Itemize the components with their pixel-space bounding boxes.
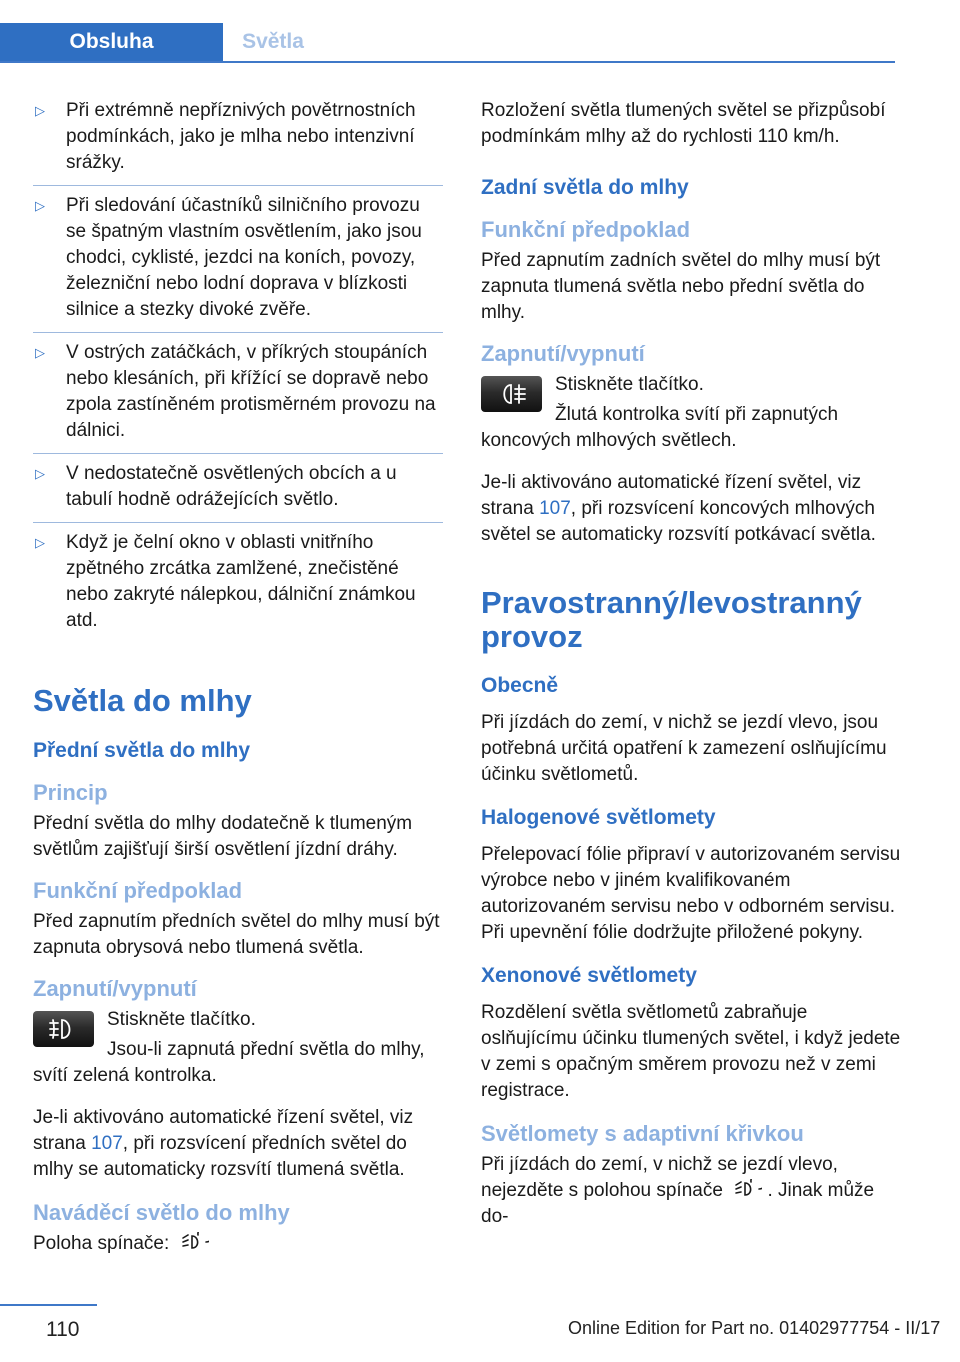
paragraph-predpoklad: Před zapnutím předních světel do mlhy musí být zapnuta obrysová nebo tlumená světla. <box>33 911 440 958</box>
page-number: 110 <box>46 1318 80 1341</box>
fog-switch-position-icon <box>175 1232 209 1252</box>
page-link-107[interactable]: 107 <box>91 1133 123 1154</box>
paragraph-poloha: Poloha spínače: <box>33 1231 443 1257</box>
button-instruction-rear <box>481 372 901 454</box>
paragraph-obecne: Při jízdách do zemí, v nichž se jezdí vlevo, jsou potřebná určitá opatření k zamezení oslňujícímu účinku světlometů. <box>481 712 887 785</box>
heading-zapnuti: Zapnutí/vypnutí <box>33 976 197 1001</box>
triangle-right-icon: ▷ <box>35 198 45 213</box>
heading-princip: Princip <box>33 780 108 805</box>
front-fog-light-button-icon <box>33 1011 94 1047</box>
list-item: ▷ V nedostatečně osvětlených obcích a u tabulí hodně odrážejících světlo. <box>33 461 443 523</box>
list-item: ▷ V ostrých zatáčkách, v příkrých stoupáních nebo klesáních, při křížící se dopravě nebo zpola zastíněném protisměrném provozu na dálnici. <box>33 340 443 454</box>
paragraph-auto-light: Je-li aktivováno automatické řízení světel, viz strana 107, při rozsvícení předních světel do mlhy se automaticky rozsvítí tlumená světla. <box>33 1107 414 1180</box>
button-instruction-line1: Stiskněte tlačítko. <box>107 1009 256 1030</box>
triangle-right-icon: ▷ <box>35 103 45 118</box>
button-instruction-line2: Jsou-li zapnutá přední světla do mlhy, svítí zelená kontrolka. <box>33 1039 425 1086</box>
bullet-list <box>33 98 443 643</box>
heading-obecne: Obecně <box>481 674 559 697</box>
paragraph-rozlozeni: Rozložení světla tlumených světel se přizpůsobí podmínkám mlhy až do rychlosti 110 km/h. <box>481 100 886 147</box>
heading-xenon: Xenonové světlomety <box>481 964 697 987</box>
tab-svetla[interactable]: Světla <box>242 30 304 53</box>
paragraph-adaptive: Při jízdách do zemí, v nichž se jezdí vlevo, nejezděte s polohou spínače . Jinak může do- <box>481 1154 875 1227</box>
section-title-traffic: Pravostranný/levostranný provoz <box>481 585 862 654</box>
footer-divider <box>0 1304 97 1306</box>
triangle-right-icon: ▷ <box>35 466 45 481</box>
triangle-right-icon: ▷ <box>35 345 45 360</box>
triangle-right-icon: ▷ <box>35 535 45 550</box>
heading-predpoklad: Funkční předpoklad <box>33 878 243 903</box>
paragraph-predpoklad-rear: Před zapnutím zadních světel do mlhy musí být zapnuta tlumená světla nebo přední světla do mlhy. <box>481 250 881 323</box>
list-item: ▷ Při extrémně nepříznivých povětrnostních podmínkách, jako je mlha nebo intenzivní srážky. <box>33 98 443 186</box>
tab-obsluha[interactable]: Obsluha <box>0 23 223 61</box>
paragraph-princip: Přední světla do mlhy dodatečně k tlumeným světlům zajišťují širší osvětlení jízdní dráhy. <box>33 813 413 860</box>
rear-fog-light-button-icon <box>481 376 542 412</box>
section-title-fog-lights: Světla do mlhy <box>33 683 252 718</box>
list-item: ▷ Když je čelní okno v oblasti vnitřního zpětného zrcátka zamlžené, znečistěné nebo zakryté nálepkou, dálniční známkou atd. <box>35 532 416 631</box>
heading-predpoklad-rear: Funkční předpoklad <box>481 217 691 242</box>
paragraph-xenon: Rozdělení světla světlometů zabraňuje oslňujícímu účinku tlumených světel, i když jedete v zemi s opačným směrem provozu než v zemi registrace. <box>481 1002 901 1101</box>
paragraph-auto-light-rear: Je-li aktivováno automatické řízení světel, viz strana 107, při rozsvícení koncových mlhových světel se automaticky rozsvítí potkávací světla. <box>481 472 876 545</box>
page-link-107-rear[interactable]: 107 <box>539 498 571 519</box>
button-instruction-rear-line2: Žlutá kontrolka svítí při zapnutých koncových mlhových světlech. <box>481 404 839 451</box>
list-item: ▷ Při sledování účastníků silničního provozu se špatným vlastním osvětlením, jako jsou chodci, cyklisté, jezdci na koních, povozy, železniční nebo lodní doprava v blízkosti silnice a stezky divoké zvěře. <box>33 193 443 333</box>
edition-note: Online Edition for Part no. 01402977754 - II/17 <box>568 1318 941 1338</box>
subsection-title-rear-fog: Zadní světla do mlhy <box>481 176 689 199</box>
heading-navadeci: Naváděcí světlo do mlhy <box>33 1200 290 1225</box>
paragraph-halogen: Přelepovací fólie připraví v autorizovaném servisu výrobce nebo v jiném kvalifikovaném autorizovaném servisu nebo v odborném servisu. Při upevnění fólie dodržujte přiložené pokyny. <box>481 844 901 943</box>
heading-zapnuti-rear: Zapnutí/vypnutí <box>481 341 645 366</box>
heading-halogen: Halogenové světlomety <box>481 806 716 829</box>
right-column <box>481 98 901 1230</box>
subsection-title-front-fog: Přední světla do mlhy <box>33 739 251 762</box>
button-instruction-rear-line1: Stiskněte tlačítko. <box>555 374 704 395</box>
fog-switch-position-icon <box>728 1179 762 1199</box>
left-column <box>33 98 443 1257</box>
button-instruction <box>33 1007 443 1089</box>
heading-adaptive: Světlomety s adaptivní křivkou <box>481 1121 804 1146</box>
header-tabs <box>0 23 895 63</box>
